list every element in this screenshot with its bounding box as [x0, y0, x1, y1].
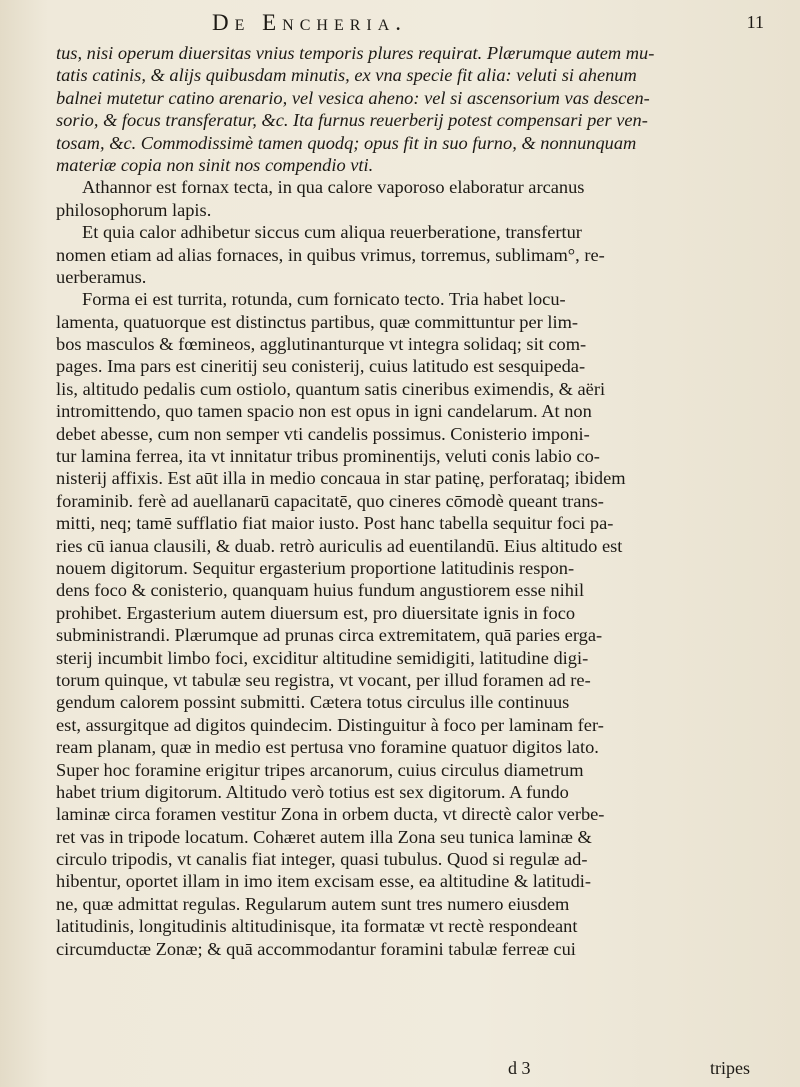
text-line: Athannor est fornax tecta, in qua calore vaporoso elaboratur arcanus [82, 177, 585, 198]
text-line: ream planam, quæ in medio est pertusa vno foramine quatuor digitos lato. [56, 737, 599, 758]
body-text [56, 42, 768, 960]
text-line: uerberamus. [56, 266, 147, 287]
text-line: gendum calorem possint submitti. Cætera totus circulus ille continuus [56, 692, 570, 713]
text-line: lamenta, quatuorque est distinctus partibus, quæ committuntur per lim- [56, 311, 578, 332]
text-line: ret vas in tripode locatum. Cohæret autem illa Zona seu tunica laminæ & [56, 826, 592, 847]
text-line: latitudinis, longitudinis altitudinisque, ita formatæ vt rectè respondeant [56, 916, 578, 937]
text-line: habet trium digitorum. Altitudo verò totius est sex digitorum. A fundo [56, 781, 569, 802]
text-line: circulo tripodis, vt canalis fiat integer, quasi tubulus. Quod si regulæ ad- [56, 849, 588, 870]
text-line: materiæ copia non sinit nos compendio vti. [56, 154, 374, 175]
text-line: intromittendo, quo tamen spacio non est opus in igni candelarum. At non [56, 401, 592, 422]
text-line: sorio, & focus transferatur, &c. Ita furnus reuerberij potest compensari per ven- [56, 110, 648, 131]
text-line: nouem digitorum. Sequitur ergasterium proportione latitudinis respon- [56, 557, 575, 578]
text-line: prohibet. Ergasterium autem diuersum est, pro diuersitate ignis in foco [56, 602, 576, 623]
catchword: tripes [710, 1058, 750, 1078]
text-line: sterij incumbit limbo foci, exciditur altitudine semidigiti, latitudine digi- [56, 647, 589, 668]
text-line: bos masculos & fœmineos, agglutinanturque vt integra solidaq; sit com- [56, 334, 587, 355]
text-line: laminæ circa foramen vestitur Zona in orbem ducta, vt directè calor verbe- [56, 804, 605, 825]
text-line: est, assurgitque ad digitos quindecim. Distinguitur à foco per laminam fer- [56, 714, 604, 735]
text-line: pages. Ima pars est cineritij seu conisterij, cuius latitudo est sesquipeda- [56, 356, 586, 377]
text-line: torum quinque, vt tabulæ seu registra, vt vocant, per illud foramen ad re- [56, 669, 591, 690]
text-line: tosam, &c. Commodissimè tamen quodq; opus fit in suo furno, & nonnunquam [56, 132, 637, 153]
text-line: Super hoc foramine erigitur tripes arcanorum, cuius circulus diametrum [56, 759, 584, 780]
text-line: hibentur, oportet illam in imo item excisam esse, ea altitudine & latitudi- [56, 871, 592, 892]
text-line: subministrandi. Plærumque ad prunas circa extremitatem, quā paries erga- [56, 625, 603, 646]
page-number: 11 [746, 12, 764, 32]
text-line: tus, nisi operum diuersitas vnius temporis plures requirat. Plærumque autem mu- [56, 43, 655, 63]
text-line: debet abesse, cum non semper vti candelis possimus. Conisterio imponi- [56, 423, 590, 444]
text-line: tatis catinis, & alijs quibusdam minutis, ex vna specie fit alia: veluti si ahenum [56, 65, 637, 86]
running-head [0, 10, 800, 42]
text-line: philosophorum lapis. [56, 199, 212, 220]
text-line: nisterij affixis. Est aūt illa in medio concaua in star patinę, perforataq; ibidem [56, 468, 626, 489]
text-line: mitti, neq; tamē sufflatio fiat maior iusto. Post hanc tabella sequitur foci pa- [56, 513, 614, 534]
text-line: foraminib. ferè ad auellanarū capacitatē, quo cineres cōmodè queant trans- [56, 490, 604, 511]
text-line: circumductæ Zonæ; & quā accommodantur foramini tabulæ ferreæ cui [56, 938, 576, 959]
text-line: Et quia calor adhibetur siccus cum aliqua reuerberatione, transfertur [82, 222, 582, 243]
text-line: ries cū ianua clausili, & duab. retrò auriculis ad euentilandū. Eius altitudo est [56, 535, 623, 556]
text-line: lis, altitudo pedalis cum ostiolo, quantum satis cineribus eximendis, & aëri [56, 378, 606, 399]
running-title: De Encheria. [212, 10, 408, 35]
text-line: tur lamina ferrea, ita vt innitatur tribus prominentijs, veluti conis labio co- [56, 446, 600, 467]
text-line: nomen etiam ad alias fornaces, in quibus vrimus, torremus, sublimam°, re- [56, 244, 605, 265]
signature-mark: d 3 [508, 1058, 531, 1078]
text-line: ne, quæ admittat regulas. Regularum autem sunt tres numero eiusdem [56, 893, 570, 914]
text-line: balnei mutetur catino arenario, vel vesica aheno: vel si ascensorium vas descen- [56, 87, 650, 108]
text-line: Forma ei est turrita, rotunda, cum fornicato tecto. Tria habet locu- [82, 289, 566, 310]
text-line: dens foco & conisterio, quanquam huius fundum angustiorem esse nihil [56, 580, 585, 601]
